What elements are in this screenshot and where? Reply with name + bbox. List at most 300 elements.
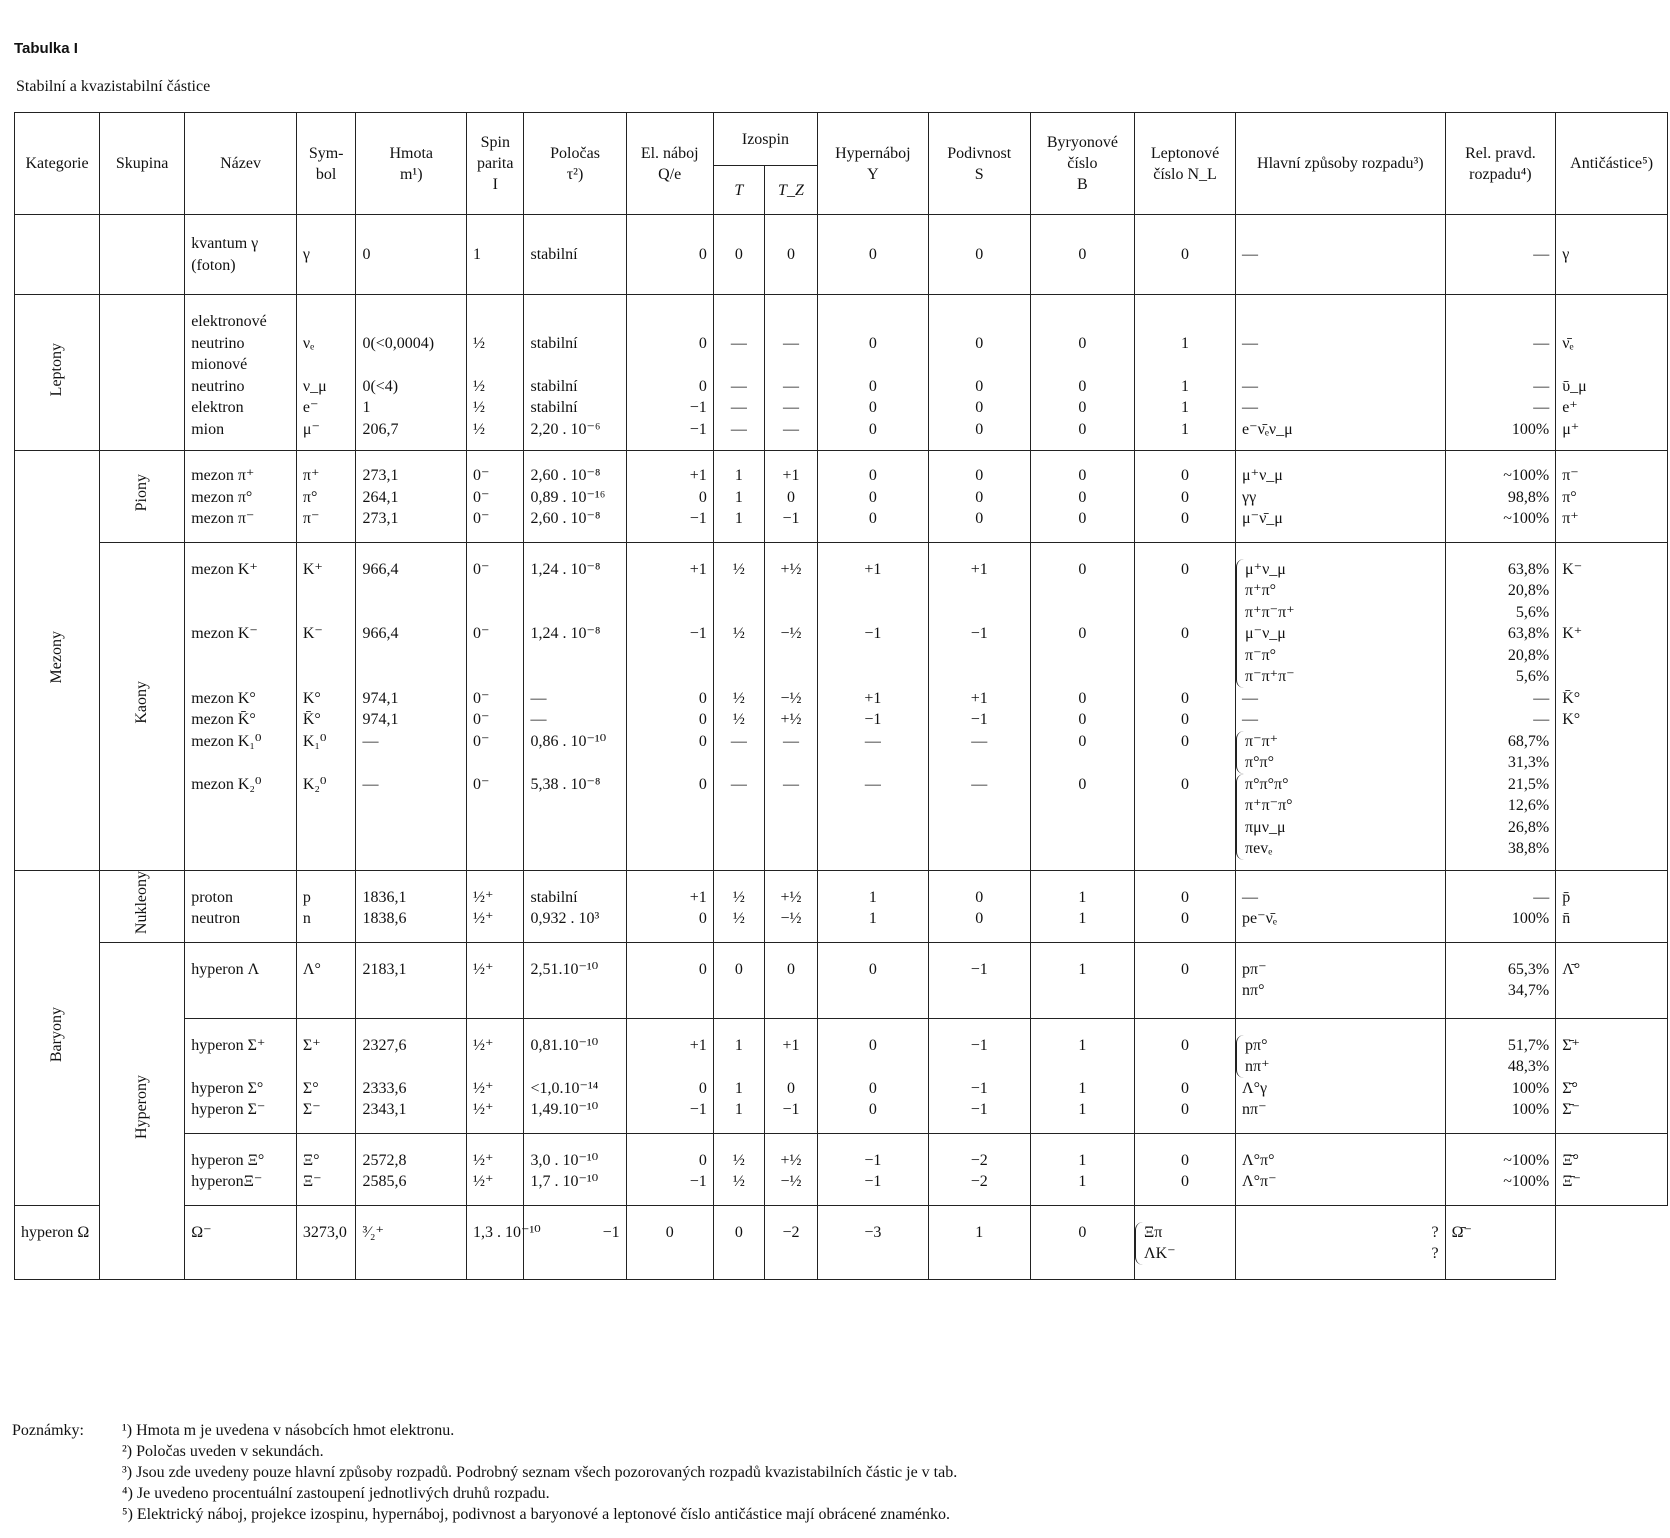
- kaony-mass-line: —: [362, 775, 379, 793]
- leptony-isospin-t-line: —: [730, 377, 747, 395]
- omega-baryon-number-line: [935, 1243, 1024, 1265]
- omega-lepton-number-line: 0: [1078, 1223, 1087, 1241]
- leptony-isospin-tz-line: —: [782, 334, 799, 352]
- lambda-baryon-number-line: [1037, 980, 1128, 1002]
- leptony-decay-prob-line: —: [1533, 399, 1550, 416]
- sigma-decay-line: pπ°: [1236, 1035, 1439, 1057]
- sigma-symbol-line: Σ⁺: [302, 1036, 321, 1054]
- group-cell-empty: [100, 295, 185, 451]
- kaony-decay-prob-line: 68,7%: [1507, 732, 1550, 750]
- kaony-spin-line: 0⁻: [473, 732, 490, 750]
- omega-mass-line: [303, 1243, 350, 1265]
- leptony-isospin-t-line: —: [730, 399, 747, 416]
- leptony-baryon-number-line: 0: [1078, 377, 1087, 395]
- nukleony-charge-line: 0: [698, 910, 707, 927]
- kaony-charge-line: +1: [689, 560, 707, 578]
- sigma-isospin-t-line: 1: [734, 1101, 743, 1118]
- piony-decay-prob-line: ~100%: [1503, 467, 1550, 484]
- omega-name-cell: [15, 1205, 100, 1279]
- kaony-antiparticle-line: K°: [1562, 711, 1581, 728]
- leptony-antiparticle-cell: [1556, 295, 1668, 451]
- lambda-strangeness-line: −1: [970, 960, 988, 978]
- kaony-hypercharge-line: [824, 795, 922, 817]
- footnote-4: ⁴) Je uvedeno procentuální zastoupení jednotlivých druhů rozpadu.: [122, 1485, 550, 1502]
- omega-mass-cell: [296, 1205, 356, 1279]
- piony-antiparticle-line: π⁺: [1562, 510, 1579, 527]
- sigma-spin-line: ½⁺: [473, 1101, 494, 1118]
- kaony-lepton-number-line: [1141, 838, 1229, 860]
- leptony-decay-cell: [1236, 295, 1446, 451]
- piony-charge-line: +1: [689, 467, 707, 484]
- kaony-strangeness-line: −1: [970, 711, 988, 728]
- kaony-half-life-line: —: [530, 689, 547, 707]
- table-row-kaony: [15, 542, 1668, 870]
- kaony-lepton-number-line: [1141, 645, 1229, 667]
- nukleony-baryon-number-line: 1: [1078, 910, 1087, 927]
- lambda-hypercharge-line: [824, 980, 922, 1002]
- leptony-strangeness-line: 0: [975, 377, 984, 395]
- foton-baryon-number-cell: [1030, 215, 1134, 295]
- col-rel-pravd: Rel. pravd. rozpadu⁴): [1445, 113, 1556, 215]
- leptony-antiparticle-line: ν̄ₑ: [1562, 334, 1574, 352]
- leptony-decay-line: e⁻ν̄ₑν_μ: [1242, 420, 1293, 438]
- kaony-decay-prob-cell: [1445, 542, 1556, 870]
- table-row-foton: [15, 215, 1668, 295]
- foton-mass-cell: [356, 215, 467, 295]
- piony-decay-prob-cell: [1445, 451, 1556, 543]
- xi-antiparticle-cell: [1556, 1133, 1668, 1205]
- lambda-isospin-tz-cell: [764, 942, 817, 1018]
- leptony-mass-line: 0(<0,0004): [362, 334, 435, 352]
- leptony-decay-line: [1242, 311, 1439, 333]
- kaony-spin-line: 0⁻: [473, 560, 490, 578]
- sigma-lepton-number-line: 0: [1181, 1036, 1190, 1054]
- kaony-spin-line: 0⁻: [473, 689, 490, 707]
- leptony-half-life-line: 2,20 . 10⁻⁶: [530, 420, 601, 438]
- kaony-name-line: [191, 817, 290, 839]
- piony-isospin-t-cell: [713, 451, 764, 543]
- leptony-name-line: neutrino: [191, 377, 245, 395]
- kaony-name-line: mezon K₂⁰: [191, 775, 262, 793]
- nukleony-decay-prob-cell: [1445, 870, 1556, 942]
- sigma-hypercharge-line: 0: [868, 1079, 877, 1097]
- kaony-isospin-t-line: —: [730, 732, 747, 750]
- kaony-hypercharge-line: [824, 666, 922, 688]
- sigma-isospin-tz-line: [771, 1056, 811, 1078]
- kaony-charge-line: [633, 817, 707, 839]
- xi-baryon-number-cell: [1030, 1133, 1134, 1205]
- sigma-decay-prob-line: 100%: [1511, 1079, 1550, 1097]
- omega-spin-cell: [356, 1205, 467, 1279]
- table-row-xi: [15, 1133, 1668, 1205]
- sigma-antiparticle-line: Σ̄°: [1562, 1079, 1578, 1097]
- sigma-isospin-t-cell: [713, 1018, 764, 1133]
- nukleony-isospin-t-line: ½: [732, 910, 745, 927]
- foton-charge-cell: [626, 215, 713, 295]
- foton-lepton-number-cell: [1135, 215, 1236, 295]
- lambda-antiparticle-line: Λ̄°: [1562, 960, 1581, 978]
- kaony-name-cell: [185, 542, 297, 870]
- kaony-symbol-line: [303, 752, 350, 774]
- leptony-isospin-tz-line: —: [782, 377, 799, 395]
- kaony-isospin-tz-line: [771, 580, 811, 602]
- footnotes-list: [122, 1420, 1222, 1525]
- kaony-antiparticle-line: K⁻: [1562, 560, 1583, 578]
- table-row-piony: [15, 451, 1668, 543]
- foton-mass-line: 0: [362, 246, 371, 263]
- kaony-strangeness-line: —: [971, 732, 988, 750]
- table-header: [15, 113, 1668, 215]
- leptony-isospin-t-line: —: [730, 420, 747, 438]
- kaony-isospin-tz-line: −½: [780, 625, 802, 642]
- sigma-strangeness-line: [935, 1056, 1024, 1078]
- piony-mass-cell: [356, 451, 467, 543]
- kaony-isospin-t-line: [720, 752, 758, 774]
- table-row-omega: [15, 1205, 1668, 1279]
- table-row-lambda: [15, 942, 1668, 1018]
- kaony-half-life-line: [530, 838, 619, 860]
- lambda-baryon-number-line: 1: [1078, 960, 1087, 978]
- leptony-isospin-tz-line: [771, 311, 811, 333]
- omega-decay-line: Ξπ: [1135, 1222, 1229, 1244]
- sigma-antiparticle-line: Σ̄⁺: [1562, 1036, 1580, 1054]
- piony-lepton-number-line: 0: [1181, 488, 1190, 506]
- omega-charge-line: [530, 1243, 619, 1265]
- xi-decay-prob-cell: [1445, 1133, 1556, 1205]
- kaony-mass-line: 966,4: [362, 625, 399, 642]
- xi-strangeness-cell: [928, 1133, 1030, 1205]
- leptony-baryon-number-line: 0: [1078, 420, 1087, 438]
- kaony-half-life-line: 1,24 . 10⁻⁸: [530, 625, 601, 642]
- lambda-mass-cell: [356, 942, 467, 1018]
- kaony-decay-line: π⁻π°: [1236, 645, 1439, 667]
- kaony-half-life-line: [530, 752, 619, 774]
- sigma-strangeness-cell: [928, 1018, 1030, 1133]
- foton-name-line: kvantum γ: [191, 235, 259, 252]
- leptony-spin-line: ½: [473, 377, 486, 395]
- kaony-symbol-line: [303, 817, 350, 839]
- kaony-symbol-line: [303, 666, 350, 688]
- nukleony-hypercharge-line: 1: [868, 888, 877, 906]
- kaony-decay-line: π⁻π⁺: [1236, 731, 1439, 753]
- kaony-name-line: mezon K̄°: [191, 711, 256, 728]
- foton-strangeness-cell: [928, 215, 1030, 295]
- foton-baryon-number-line: 0: [1078, 246, 1087, 263]
- nukleony-hypercharge-line: 1: [868, 910, 877, 927]
- kaony-lepton-number-line: 0: [1181, 711, 1190, 728]
- kaony-lepton-number-line: [1141, 580, 1229, 602]
- foton-hypercharge-line: 0: [868, 246, 877, 263]
- kaony-symbol-line: K°: [302, 689, 321, 707]
- kaony-strangeness-line: [935, 602, 1024, 624]
- kaony-symbol-line: K₁⁰: [302, 732, 327, 750]
- kaony-antiparticle-line: [1562, 774, 1661, 796]
- piony-hypercharge-line: 0: [868, 467, 877, 484]
- kaony-mass-line: [362, 838, 460, 860]
- omega-half-life-line: [473, 1243, 517, 1265]
- kaony-baryon-number-line: [1037, 645, 1128, 667]
- kaony-decay-line: π⁺π⁻π°: [1236, 795, 1439, 817]
- leptony-symbol-line: νₑ: [302, 334, 315, 352]
- foton-half-life-cell: [524, 215, 626, 295]
- foton-spin-line: 1: [473, 246, 482, 263]
- lambda-decay-prob-line: 65,3%: [1507, 960, 1550, 978]
- category-cell-leptony: [15, 295, 100, 451]
- lambda-mass-line: 2183,1: [362, 960, 407, 978]
- kaony-half-life-line: [530, 817, 619, 839]
- kaony-isospin-tz-line: +½: [780, 711, 802, 728]
- xi-isospin-tz-cell: [764, 1133, 817, 1205]
- leptony-hypercharge-line: 0: [868, 334, 877, 352]
- nukleony-mass-line: 1838,6: [362, 910, 407, 927]
- leptony-isospin-tz-line: —: [782, 420, 799, 438]
- lambda-charge-line: 0: [698, 960, 707, 978]
- col-hmota: Hmota m¹): [356, 113, 467, 215]
- nukleony-antiparticle-line: n̄: [1562, 910, 1571, 927]
- leptony-charge-line: [633, 311, 707, 333]
- kaony-lepton-number-line: [1141, 666, 1229, 688]
- kaony-decay-prob-line: —: [1533, 689, 1550, 707]
- kaony-strangeness-line: +1: [970, 560, 988, 578]
- piony-lepton-number-cell: [1135, 451, 1236, 543]
- leptony-isospin-t-cell: [713, 295, 764, 451]
- kaony-decay-line: μ⁺ν_μ: [1236, 559, 1439, 581]
- sigma-baryon-number-line: [1037, 1056, 1128, 1078]
- leptony-decay-line: —: [1242, 334, 1259, 352]
- leptony-lepton-number-line: 1: [1181, 377, 1190, 395]
- kaony-symbol-line: [303, 602, 350, 624]
- piony-spin-line: 0⁻: [473, 467, 490, 484]
- sigma-symbol-line: [303, 1056, 350, 1078]
- foton-name-cell: [185, 215, 297, 295]
- sigma-spin-line: [473, 1056, 517, 1078]
- sigma-lepton-number-line: 0: [1181, 1101, 1190, 1118]
- kaony-lepton-number-line: 0: [1181, 775, 1190, 793]
- omega-charge-line: −1: [602, 1223, 620, 1241]
- kaony-lepton-number-line: [1141, 752, 1229, 774]
- leptony-mass-line: 1: [362, 399, 371, 416]
- kaony-isospin-tz-line: +½: [780, 560, 802, 578]
- nukleony-strangeness-cell: [928, 870, 1030, 942]
- kaony-mass-line: [362, 795, 460, 817]
- leptony-lepton-number-line: [1141, 311, 1229, 333]
- omega-baryon-number-cell: [928, 1205, 1030, 1279]
- leptony-mass-line: [362, 311, 460, 333]
- leptony-decay-line: [1242, 354, 1439, 376]
- kaony-decay-line: π⁺π°: [1236, 580, 1439, 602]
- kaony-antiparticle-line: [1562, 795, 1661, 817]
- omega-isospin-t-line: [633, 1243, 707, 1265]
- category-cell-empty: [15, 215, 100, 295]
- col-anticastice: Antičástice⁵): [1556, 113, 1668, 215]
- leptony-baryon-number-line: [1037, 354, 1128, 376]
- kaony-isospin-tz-line: −½: [780, 689, 802, 707]
- lambda-spin-cell: [467, 942, 524, 1018]
- lambda-spin-line: [473, 980, 517, 1002]
- kaony-half-life-line: [530, 602, 619, 624]
- lambda-charge-cell: [626, 942, 713, 1018]
- leptony-name-line: mionové: [191, 356, 248, 373]
- col-baryonove-cislo: Byryonové číslo B: [1030, 113, 1134, 215]
- kaony-isospin-t-line: ½: [732, 689, 745, 707]
- nukleony-symbol-line: p: [302, 888, 311, 906]
- piony-charge-cell: [626, 451, 713, 543]
- lambda-symbol-line: [303, 980, 350, 1002]
- leptony-name-cell: [185, 295, 297, 451]
- kaony-name-line: mezon K₁⁰: [191, 732, 262, 750]
- lambda-antiparticle-line: [1562, 980, 1661, 1002]
- lambda-decay-line: pπ⁻: [1242, 960, 1267, 978]
- leptony-charge-line: −1: [689, 420, 707, 438]
- leptony-hypercharge-line: 0: [868, 399, 877, 416]
- kaony-strangeness-line: [935, 752, 1024, 774]
- piony-decay-line: μ⁺ν_μ: [1242, 467, 1283, 484]
- xi-decay-line: Λ°π°: [1242, 1151, 1275, 1169]
- nukleony-hypercharge-cell: [818, 870, 929, 942]
- xi-charge-cell: [626, 1133, 713, 1205]
- leptony-spin-line: [473, 311, 517, 333]
- lambda-lepton-number-line: 0: [1181, 960, 1190, 978]
- kaony-symbol-line: [303, 580, 350, 602]
- omega-strangeness-line: −3: [864, 1223, 882, 1241]
- xi-lepton-number-line: 0: [1181, 1151, 1190, 1169]
- kaony-isospin-t-line: ½: [732, 560, 745, 578]
- sigma-hypercharge-cell: [818, 1018, 929, 1133]
- kaony-isospin-t-line: [720, 666, 758, 688]
- piony-spin-line: 0⁻: [473, 510, 490, 527]
- col-nazev: Název: [185, 113, 297, 215]
- leptony-lepton-number-line: 1: [1181, 420, 1190, 438]
- sigma-isospin-t-line: 1: [734, 1079, 743, 1097]
- nukleony-decay-line: pe⁻ν̄ₑ: [1242, 910, 1277, 927]
- foton-spin-cell: [467, 215, 524, 295]
- kaony-lepton-number-line: 0: [1181, 689, 1190, 707]
- piony-decay-cell: [1236, 451, 1446, 543]
- leptony-decay-line: —: [1242, 377, 1259, 395]
- piony-mass-line: 264,1: [362, 488, 399, 506]
- group-cell-piony: [100, 451, 185, 543]
- kaony-mass-line: [362, 580, 460, 602]
- omega-charge-cell: [524, 1205, 626, 1279]
- kaony-baryon-number-line: 0: [1078, 711, 1087, 728]
- piony-hypercharge-cell: [818, 451, 929, 543]
- omega-mass-line: 3273,0: [302, 1223, 347, 1241]
- omega-decay-prob-line: ?: [1431, 1245, 1439, 1262]
- piony-isospin-t-line: 1: [734, 510, 743, 527]
- xi-decay-cell: [1236, 1133, 1446, 1205]
- kaony-hypercharge-line: [824, 817, 922, 839]
- group-cell-nukleony: [100, 870, 185, 942]
- kaony-strangeness-line: −1: [970, 625, 988, 642]
- kaony-isospin-t-line: [720, 645, 758, 667]
- piony-name-line: mezon π⁻: [191, 510, 255, 527]
- foton-decay-cell: [1236, 215, 1446, 295]
- leptony-symbol-cell: [296, 295, 356, 451]
- piony-symbol-line: π⁺: [302, 467, 320, 484]
- sigma-antiparticle-line: Σ̄⁻: [1562, 1101, 1580, 1118]
- kaony-baryon-number-line: [1037, 752, 1128, 774]
- piony-antiparticle-line: π⁻: [1562, 467, 1579, 484]
- leptony-spin-line: ½: [473, 334, 486, 352]
- omega-decay-cell: [1135, 1205, 1236, 1279]
- sigma-isospin-tz-line: +1: [782, 1036, 800, 1054]
- nukleony-name-line: proton: [191, 888, 233, 906]
- nukleony-isospin-t-cell: [713, 870, 764, 942]
- kaony-decay-prob-line: 63,8%: [1507, 625, 1550, 642]
- piony-lepton-number-line: 0: [1181, 510, 1190, 527]
- kaony-baryon-number-line: 0: [1078, 775, 1087, 793]
- sigma-mass-line: 2333,6: [362, 1079, 407, 1097]
- nukleony-half-life-cell: [524, 870, 626, 942]
- kaony-strangeness-line: +1: [970, 689, 988, 707]
- xi-strangeness-line: −2: [970, 1151, 988, 1169]
- kaony-strangeness-line: [935, 817, 1024, 839]
- kaony-strangeness-cell: [928, 542, 1030, 870]
- piony-half-life-line: 2,60 . 10⁻⁸: [530, 510, 601, 527]
- kaony-decay-line: —: [1242, 711, 1259, 728]
- col-izospin-tz: T_Z: [764, 166, 817, 215]
- lambda-lepton-number-line: [1141, 980, 1229, 1002]
- nukleony-antiparticle-cell: [1556, 870, 1668, 942]
- lambda-half-life-line: 2,51.10⁻¹⁰: [530, 960, 599, 978]
- kaony-isospin-t-cell: [713, 542, 764, 870]
- kaony-mass-line: —: [362, 732, 379, 750]
- sigma-half-life-line: <1,0.10⁻¹⁴: [530, 1079, 599, 1097]
- nukleony-antiparticle-line: p̄: [1562, 888, 1571, 906]
- leptony-symbol-line: [303, 354, 350, 376]
- omega-isospin-t-cell: [626, 1205, 713, 1279]
- piony-strangeness-cell: [928, 451, 1030, 543]
- kaony-isospin-tz-line: [771, 602, 811, 624]
- sigma-decay-line: Λ°γ: [1242, 1079, 1268, 1097]
- kaony-antiparticle-line: [1562, 666, 1661, 688]
- nukleony-spin-cell: [467, 870, 524, 942]
- lambda-decay-prob-line: 34,7%: [1507, 982, 1550, 999]
- kaony-half-life-line: [530, 666, 619, 688]
- kaony-half-life-line: 1,24 . 10⁻⁸: [530, 560, 601, 578]
- xi-hypercharge-line: −1: [864, 1151, 882, 1169]
- kaony-lepton-number-line: [1141, 602, 1229, 624]
- kaony-decay-line: π⁺π⁻π⁺: [1236, 602, 1439, 624]
- lambda-isospin-tz-line: 0: [786, 960, 795, 978]
- kaony-name-line: [191, 666, 290, 688]
- sigma-name-line: hyperon Σ⁺: [191, 1036, 266, 1054]
- col-rozpad: Hlavní způsoby rozpadu³): [1236, 113, 1446, 215]
- kaony-decay-prob-line: —: [1533, 711, 1550, 728]
- sigma-name-cell: [185, 1018, 297, 1133]
- foton-symbol-line: γ: [302, 246, 310, 263]
- nukleony-mass-cell: [356, 870, 467, 942]
- omega-name-line: hyperon Ω: [21, 1223, 90, 1241]
- leptony-half-life-line: [530, 354, 619, 376]
- kaony-spin-line: [473, 666, 517, 688]
- piony-isospin-tz-line: +1: [782, 467, 800, 484]
- leptony-isospin-t-line: —: [730, 334, 747, 352]
- leptony-mass-line: [362, 354, 460, 376]
- piony-antiparticle-cell: [1556, 451, 1668, 543]
- kaony-hypercharge-cell: [818, 542, 929, 870]
- kaony-isospin-tz-line: [771, 795, 811, 817]
- kaony-spin-line: [473, 838, 517, 860]
- kaony-strangeness-line: [935, 666, 1024, 688]
- xi-charge-line: −1: [689, 1173, 707, 1190]
- kaony-strangeness-line: [935, 580, 1024, 602]
- footnote-1: ¹) Hmota m je uvedena v násobcích hmot elektronu.: [122, 1422, 455, 1439]
- leptony-lepton-number-cell: [1135, 295, 1236, 451]
- xi-spin-line: ½⁺: [473, 1173, 494, 1190]
- kaony-half-life-line: 0,86 . 10⁻¹⁰: [530, 732, 607, 750]
- leptony-name-line: elektron: [191, 399, 244, 416]
